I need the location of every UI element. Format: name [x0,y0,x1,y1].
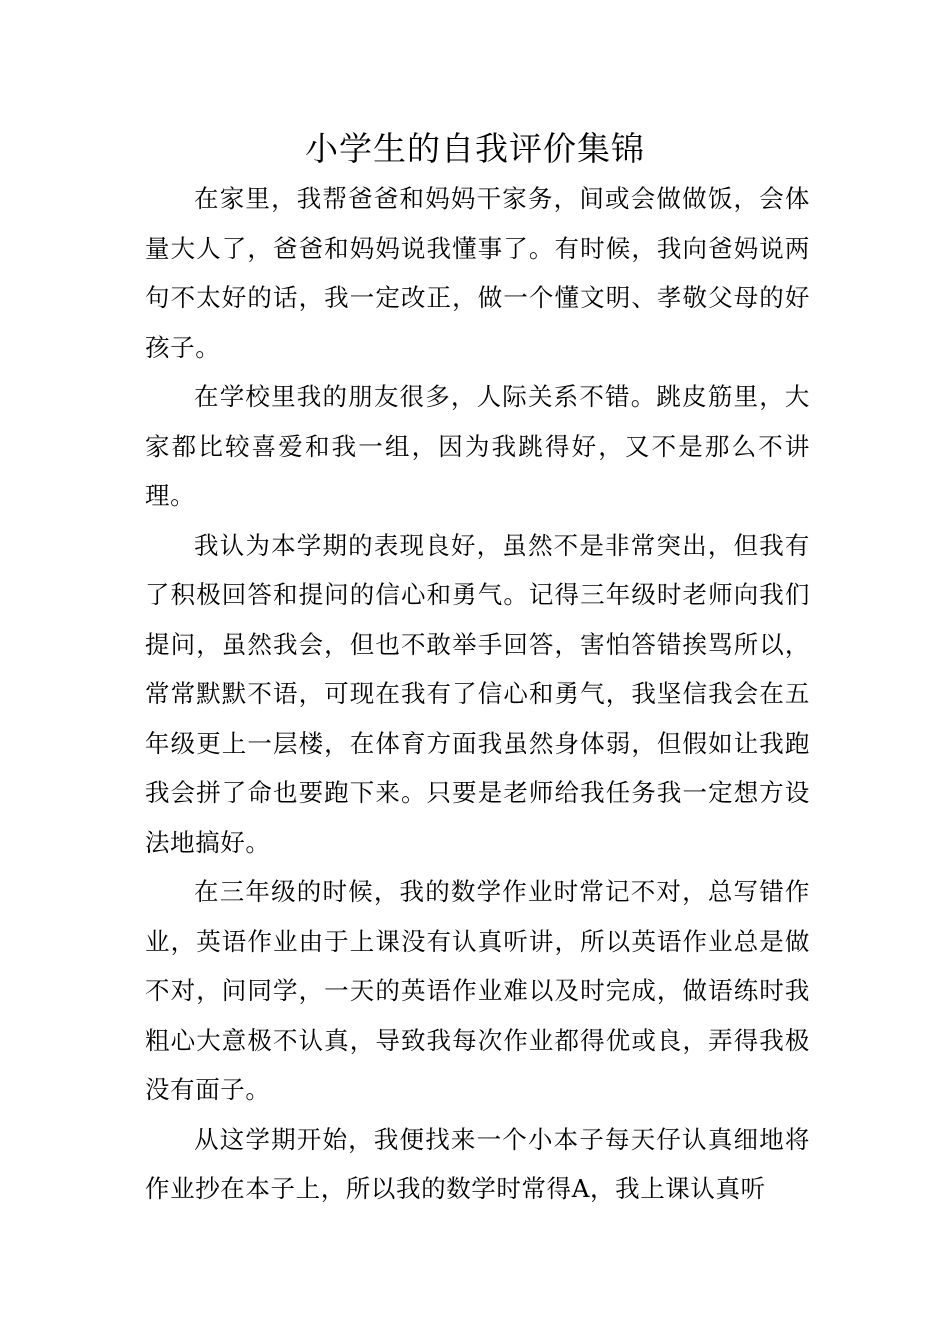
document-body [145,174,810,1214]
paragraph: 在家里，我帮爸爸和妈妈干家务，间或会做做饭，会体量大人了，爸爸和妈妈说我懂事了。有时候，我向爸妈说两句不太好的话，我一定改正，做一个懂文明、孝敬父母的好孩子。 [145,184,810,362]
paragraph: 我认为本学期的表现良好，虽然不是非常突出，但我有了积极回答和提问的信心和勇气。记得三年级时老师向我们提问，虽然我会，但也不敢举手回答，害怕答错挨骂所以，常常默默不语，可现在我有了信心和勇气，我坚信我会在五年级更上一层楼，在体育方面我虽然身体弱，但假如让我跑我会拼了命也要跑下来。只要是老师给我任务我一定想方设法地搞好。 [145,530,810,857]
document-title: 小学生的自我评价集锦 [305,129,645,168]
paragraph: 在三年级的时候，我的数学作业时常记不对，总写错作业，英语作业由于上课没有认真听讲，所以英语作业总是做不对，问同学，一天的英语作业难以及时完成，做语练时我粗心大意极不认真，导致我每次作业都得优或良，弄得我极没有面子。 [145,877,810,1104]
paragraph: 从这学期开始，我便找来一个小本子每天仔认真细地将作业抄在本子上，所以我的数学时常得A，我上课认真听 [145,1124,810,1203]
paragraph: 在学校里我的朋友很多，人际关系不错。跳皮筋里，大家都比较喜爱和我一组，因为我跳得好，又不是那么不讲理。 [145,382,810,510]
